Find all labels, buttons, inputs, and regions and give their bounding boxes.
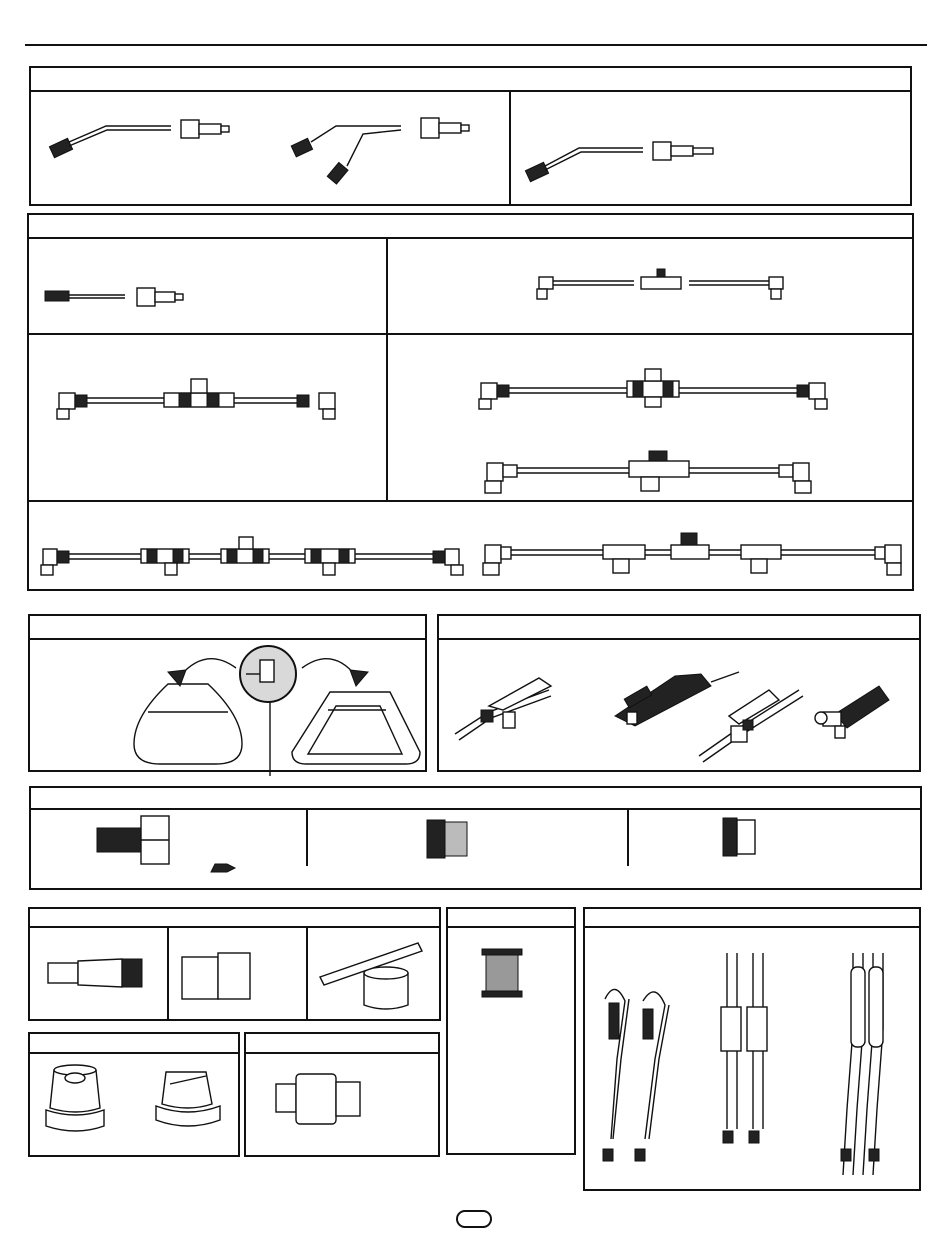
mesh-strainer-icon [482,949,522,997]
curved-arrow-icon [302,659,368,686]
mesh-filter-icon [427,820,467,858]
simple-shoulder-strap-icon [603,989,669,1161]
strainer-panel [446,907,576,1155]
pistol-valve-icon [815,686,889,738]
strainer-illustrations [448,909,578,1157]
filters-illustrations [31,788,924,892]
double-lance-icon [291,118,469,184]
adaptors-illustrations [30,909,443,1023]
detail-magnifier-icon [240,646,296,776]
spring-valve-icon [615,672,739,726]
pressure-regulator-icon [276,1074,360,1124]
shields-illustrations [30,616,429,786]
valves-illustrations [439,616,923,774]
booms-panel [27,213,914,591]
three-way-boom-icon [485,451,811,493]
straps-panel [583,907,921,1191]
five-nozzle-boom-icon [41,537,463,575]
hollow-cone-nozzle-icon [46,1065,104,1131]
three-nozzle-boom-icon [57,379,335,419]
slotted-filter-icon [723,818,755,856]
straps-illustrations [585,909,923,1193]
curved-arrow-icon [168,659,236,686]
lances-panel [29,66,912,206]
filters-panel [29,786,922,890]
short-extension-icon [45,288,183,306]
padded-shoulder-strap-icon [721,953,767,1143]
oval-shield-icon [134,684,242,764]
cup-tool-icon [320,943,422,1009]
regulator-illustrations [246,1034,442,1159]
booms-illustrations [29,215,916,593]
triangle-shield-icon [292,692,420,764]
threaded-adaptor-icon [48,959,142,987]
nozzles-panel [28,1032,240,1157]
shields-panel [28,614,427,772]
page-number-badge [456,1210,492,1228]
five-way-boom-icon [483,533,901,575]
nut-adaptor-icon [182,953,250,999]
flat-fan-nozzle-icon [156,1072,220,1126]
valves-panel [437,614,921,772]
harness-strap-icon [841,953,883,1175]
pointing-hand-icon [211,864,235,872]
regulator-panel [244,1032,440,1157]
two-nozzle-boom-icon [537,269,783,299]
top-rule [25,44,927,46]
four-way-boom-icon [479,369,827,409]
adaptors-panel [28,907,441,1021]
long-lance-icon [525,142,713,182]
nozzle-filter-icon [97,816,169,864]
nozzles-illustrations [30,1034,242,1159]
straight-lance-icon [49,120,229,158]
lances-illustrations [31,68,914,208]
shut-off-valve-icon [455,678,551,740]
trigger-valve-icon [699,690,803,762]
